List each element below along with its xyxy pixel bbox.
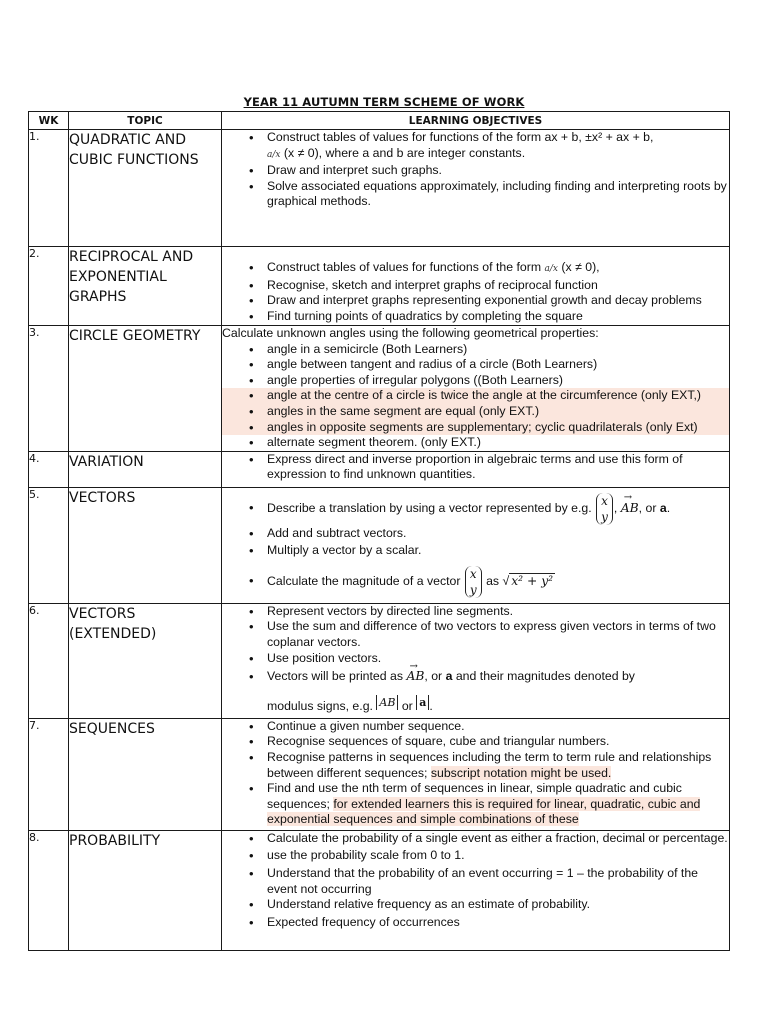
objective-item: • Express direct and inverse proportion in algebraic terms and use this form of expression to find unknown quantities.: [222, 452, 729, 483]
topic-name: PROBABILITY: [69, 830, 222, 950]
objective-list: [222, 260, 729, 324]
modulus-a: a: [416, 695, 429, 711]
highlighted-note: subscript notation might be used.: [430, 765, 612, 780]
objective-list: [222, 831, 729, 931]
modulus-ab: AB: [376, 695, 398, 711]
fraction-a-over-x: a/x: [544, 264, 558, 274]
objectives-cell: [222, 603, 730, 718]
objective-item-highlighted: • angle at the centre of a circle is twice the angle at the circumference (only EXT,): [222, 388, 729, 404]
objectives-cell: [222, 830, 730, 950]
topic-name: CIRCLE GEOMETRY: [69, 326, 222, 452]
objective-item: • alternate segment theorem. (only EXT.): [222, 435, 729, 451]
objective-item: [222, 130, 729, 163]
objective-item: • Add and subtract vectors.: [222, 526, 729, 542]
bold-vector-a: a: [445, 669, 453, 684]
objectives-cell: [222, 130, 730, 247]
objective-text: Construct tables of values for functions of the form ax + b, ±x² + ax + b,: [267, 130, 654, 144]
week-number: 5.: [29, 487, 69, 603]
table-row: [29, 830, 730, 950]
objective-list: [222, 452, 729, 483]
topic-name: VECTORS (EXTENDED): [69, 603, 222, 718]
objective-item: • Use position vectors.: [222, 651, 729, 667]
vector-ab: → AB: [621, 490, 639, 526]
objective-item: • Multiply a vector by a scalar.: [222, 543, 729, 559]
week-number: 6.: [29, 603, 69, 718]
topic-name: SEQUENCES: [69, 718, 222, 830]
objective-text-extra: (x ≠ 0), where a and b are integer constants.: [283, 145, 526, 160]
objective-item: • Understand that the probability of an event occurring = 1 – the probability of the event not occurring: [222, 866, 729, 897]
objective-intro: Calculate unknown angles using the following geometrical properties:: [222, 326, 599, 340]
objective-item: • Solve associated equations approximately, including finding and interpreting roots by graphical methods.: [222, 179, 729, 210]
objective-item: • angle in a semicircle (Both Learners): [222, 342, 729, 358]
objective-item: • Find turning points of quadratics by completing the square: [222, 309, 729, 325]
objective-item: • Recognise sequences of square, cube and triangular numbers.: [222, 734, 729, 750]
column-vector: x y: [465, 566, 482, 598]
week-number: 8.: [29, 830, 69, 950]
week-number: 1.: [29, 130, 69, 247]
objectives-cell: [222, 326, 730, 452]
objective-item: • Draw and interpret such graphs.: [222, 163, 729, 179]
objective-list: [222, 342, 729, 451]
objective-item: • Expected frequency of occurrences: [222, 915, 729, 931]
objective-item: • Recognise, sketch and interpret graphs of reciprocal function: [222, 278, 729, 294]
bold-vector-a: a: [659, 500, 667, 515]
objective-item-highlighted: • angles in opposite segments are supplementary; cyclic quadrilaterals (only Ext): [222, 420, 729, 436]
week-number: 7.: [29, 718, 69, 830]
objective-text: Vectors will be printed as: [267, 669, 404, 684]
week-number: 3.: [29, 326, 69, 452]
objectives-cell: [222, 451, 730, 487]
vector-ab: → AB: [406, 669, 424, 685]
objective-item: [222, 781, 729, 828]
objective-list: [222, 604, 729, 715]
objective-text: Recognise patterns in sequences including the term to term rule and relationships between different sequences;: [267, 749, 712, 780]
objective-item: • Continue a given number sequence.: [222, 719, 729, 735]
scheme-of-work-table: [28, 111, 730, 951]
header-row: [29, 112, 730, 130]
objective-text-extra: (x ≠ 0),: [561, 260, 600, 274]
objective-item: • Calculate the probability of a single event as either a fraction, decimal or percentage.: [222, 831, 729, 847]
objective-item: • Understand relative frequency as an estimate of probability.: [222, 897, 729, 913]
week-number: 4.: [29, 451, 69, 487]
topic-name: VECTORS: [69, 487, 222, 603]
table-row: [29, 326, 730, 452]
table-row: [29, 487, 730, 603]
objective-list: [222, 130, 729, 210]
magnitude-sqrt: x² + y²: [511, 573, 554, 588]
table-row: [29, 247, 730, 326]
table-row: [29, 718, 730, 830]
column-vector: x y: [596, 493, 613, 525]
week-number: 2.: [29, 247, 69, 326]
page-title: YEAR 11 AUTUMN TERM SCHEME OF WORK: [243, 95, 525, 109]
objective-text: Construct tables of values for functions of the form: [267, 260, 542, 274]
objective-text: Find and use the nth term of sequences in linear, simple quadratic and cubic sequences;: [267, 781, 682, 811]
objectives-cell: [222, 718, 730, 830]
objectives-cell: [222, 487, 730, 603]
header-topic: TOPIC: [69, 112, 222, 130]
objective-item: [222, 750, 729, 781]
topic-name: RECIPROCAL AND EXPONENTIAL GRAPHS: [69, 247, 222, 326]
objective-item: [222, 260, 729, 278]
table-row: [29, 130, 730, 247]
highlighted-note: for extended learners this is required for linear, quadratic, cubic and exponential sequences and simple combinations of these: [267, 796, 701, 827]
objective-item: • angle between tangent and radius of a circle (Both Learners): [222, 357, 729, 373]
objective-item: • use the probability scale from 0 to 1.: [222, 848, 729, 864]
objective-item: • Draw and interpret graphs representing exponential growth and decay problems: [222, 293, 729, 309]
objective-list: [222, 490, 729, 599]
objective-item: • Calculate the magnitude of a vector x y as √ x² + y²: [222, 563, 729, 599]
objective-list: [222, 719, 729, 828]
objective-item-highlighted: • angles in the same segment are equal (only EXT.): [222, 404, 729, 420]
fraction-a-over-x: a/x: [267, 149, 281, 160]
topic-name: QUADRATIC AND CUBIC FUNCTIONS: [69, 130, 222, 247]
objective-text: Describe a translation by using a vector represented by e.g.: [267, 500, 592, 515]
objective-text: modulus signs, e.g.: [267, 698, 373, 713]
objectives-cell: [222, 247, 730, 326]
objective-text: Calculate the magnitude of a vector: [267, 573, 461, 588]
topic-name: VARIATION: [69, 451, 222, 487]
objective-item: • Vectors will be printed as → AB, or a and their magnitudes denoted by modulus signs, e.g. AB or a .: [222, 669, 729, 714]
objective-item: • Use the sum and difference of two vectors to express given vectors in terms of two coplanar vectors.: [222, 619, 729, 650]
table-row: [29, 603, 730, 718]
objective-item: • Describe a translation by using a vector represented by e.g. x y, → AB, or a.: [222, 490, 729, 526]
header-objectives: LEARNING OBJECTIVES: [222, 112, 730, 130]
objective-item: • Represent vectors by directed line segments.: [222, 604, 729, 620]
objective-item: • angle properties of irregular polygons ((Both Learners): [222, 373, 729, 389]
header-wk: WK: [29, 112, 69, 130]
